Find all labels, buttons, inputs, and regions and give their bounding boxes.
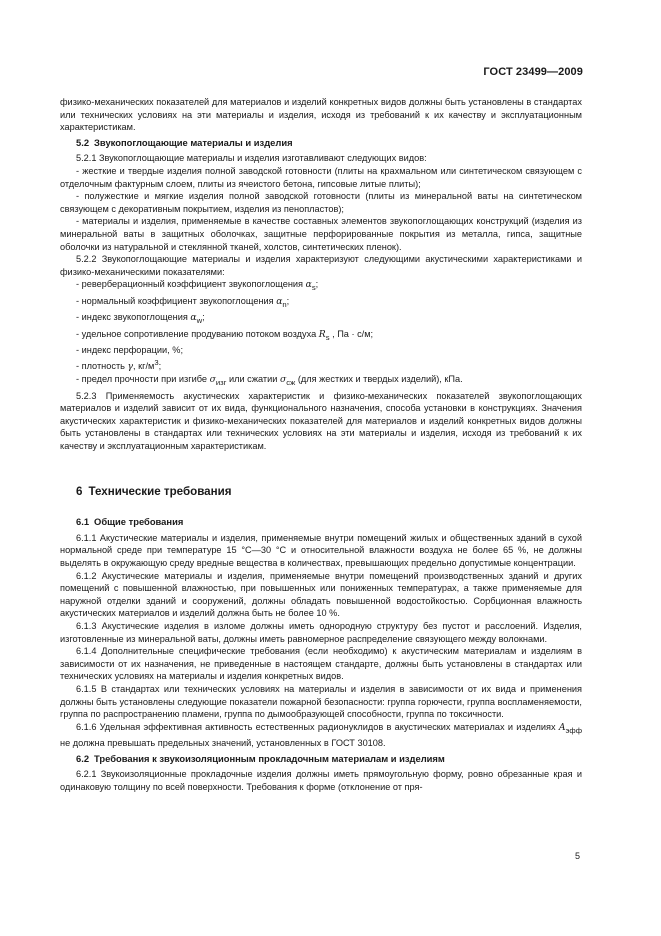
paragraph-5-2-1: 5.2.1 Звукопоглощающие материалы и изделия изготавливают следующих видов: [76, 153, 427, 164]
section-heading-6 [60, 486, 582, 499]
document-id-header: ГОСТ 23499—2009 [483, 66, 583, 78]
paragraph-5-2-3: 5.2.3 Применяемость акустических характеристик и физико-механических показателей звукопоглощающих материалов и изделий зависит от их вида, функционального назначения, способа установки в конструкциях. Значения акустических характеристик и физико-механических показателей для материалов и изделий конкретных видов должны быть установлены в стандартах или технических условиях на эти материалы и изделия, исходя из требований к их качеству и эксплуатационным характеристикам. [60, 390, 582, 452]
section-heading-6-2 [60, 753, 582, 766]
section-title: Требования к звукоизоляционным прокладочным материалам и изделиям [94, 752, 445, 764]
list-item: - индекс перфорации, %; [76, 345, 183, 355]
list-item: - индекс звукопоглощения $\alpha_w$; [76, 312, 205, 325]
section-title: Общие требования [94, 516, 184, 528]
paragraph-6-1-2: 6.1.2 Акустические материалы и изделия, применяемые внутри помещений производственных зданий и других помещений с повышенной влажностью, при повышенных или пониженных температурах, а также применяемые для наружной отделки зданий и сооружений, должны обладать повышенной водостойкостью. Сорбционная влажность акустических материалов и изделий должна быть не более 10 %. [60, 570, 582, 619]
list-item: - нормальный коэффициент звукопоглощения $\alpha_n$; [76, 295, 290, 309]
section-number: 5.2 [76, 136, 90, 148]
section-title: Технические требования [88, 484, 232, 498]
paragraph-6-1-4: 6.1.4 Дополнительные специфические требования (если необходимо) к акустическим материалам и изделиям в зависимости от их назначения, не приведенные в настоящем стандарте, должны быть установлены в стандартах или технических условиях на материалы и изделия конкретных видов. [60, 646, 582, 682]
paragraph-6-2-1: 6.2.1 Звукоизоляционные прокладочные изделия должны иметь прямоугольную форму, ровно обрезанные края и одинаковую толщину по всей поверхности. Требования к форме (отклонение от пря- [60, 769, 582, 792]
section-heading-6-1 [60, 516, 582, 529]
list-item: - полужесткие и мягкие изделия полной заводской готовности (плиты из минеральной ваты на синтетическом связующем с декоративным покрытием, изделия из пенопластов); [60, 191, 582, 214]
paragraph-6-1-6: 6.1.6 Удельная эффективная активность естественных радионуклидов в акустических материалах и изделиях $A_{эфф}$ не должна превышать предельных значений, установленных в ГОСТ 30108. [60, 721, 582, 749]
list-item: - жесткие и твердые изделия полной заводской готовности (плиты на крахмальном или синтетическом связующем с отделочным фактурным слоем, плиты из ячеистого бетона, гипсовые литые плиты); [60, 165, 582, 189]
page-content [60, 96, 582, 794]
section-number: 6.1 [76, 516, 90, 528]
list-item: - материалы и изделия, применяемые в качестве составных элементов звукопоглощающих конструкций (изделия из минеральной ваты в защитных оболочках, защитные перфорированные покрытия из металла, гипса, защитные оболочки из натуральной и стеклянной тканей, холстов, синтетических пленок). [60, 216, 582, 252]
list-item: - реверберационный коэффициент звукопоглощения $\alpha_s$; [76, 279, 319, 293]
section-heading-5-2 [60, 137, 582, 150]
list-item: - плотность γ, $кг/м^3$; [76, 357, 162, 372]
section-number: 6.2 [76, 752, 90, 764]
section-number: 6 [76, 484, 83, 498]
list-item: - предел прочности при изгибе $\sigma_{изг}$ или сжатии $\sigma_{сж}$ (для жестких и твердых изделий), кПа. [76, 374, 463, 388]
intro-paragraph: физико-механических показателей для материалов и изделий конкретных видов должны быть установлены в стандартах или технических условиях на эти материалы и изделия, исходя из требований к их качеству и эксплуатационным характеристикам. [60, 97, 582, 133]
page-number: 5 [574, 851, 580, 861]
section-title: Звукопоглощающие материалы и изделия [94, 136, 293, 148]
paragraph-6-1-1: 6.1.1 Акустические материалы и изделия, применяемые внутри помещений жилых и общественных зданий в сухой нормальной среде при температуре 15 °С—30 °С и относительной влажности воздуха не более 65 %, не должны выделять в окружающую среду вредные вещества в количествах, превышающих предельно допустимые концентрации. [60, 532, 582, 569]
paragraph-6-1-3: 6.1.3 Акустические изделия в изломе должны иметь однородную структуру без пустот и расслоений. Изделия, изготовленные из минеральной ваты, должны иметь равномерное распределение связующего между волокнами. [60, 620, 582, 644]
list-item: - удельное сопротивление продуванию потоком воздуха $R_s$ , Па · с/м; [76, 328, 374, 342]
paragraph-5-2-2: 5.2.2 Звукопоглощающие материалы и изделия характеризуют следующими акустическими характеристиками и физико-механическими показателями: [60, 254, 582, 277]
paragraph-6-1-5: 6.1.5 В стандартах или технических условиях на материалы и изделия в зависимости от их вида и применения должны быть установлены следующие показатели пожарной безопасности: группа горючести, группа воспламеняемости, группа по распространению пламени, группа по дымообразующей способности, группа по токсичности. [60, 683, 582, 720]
